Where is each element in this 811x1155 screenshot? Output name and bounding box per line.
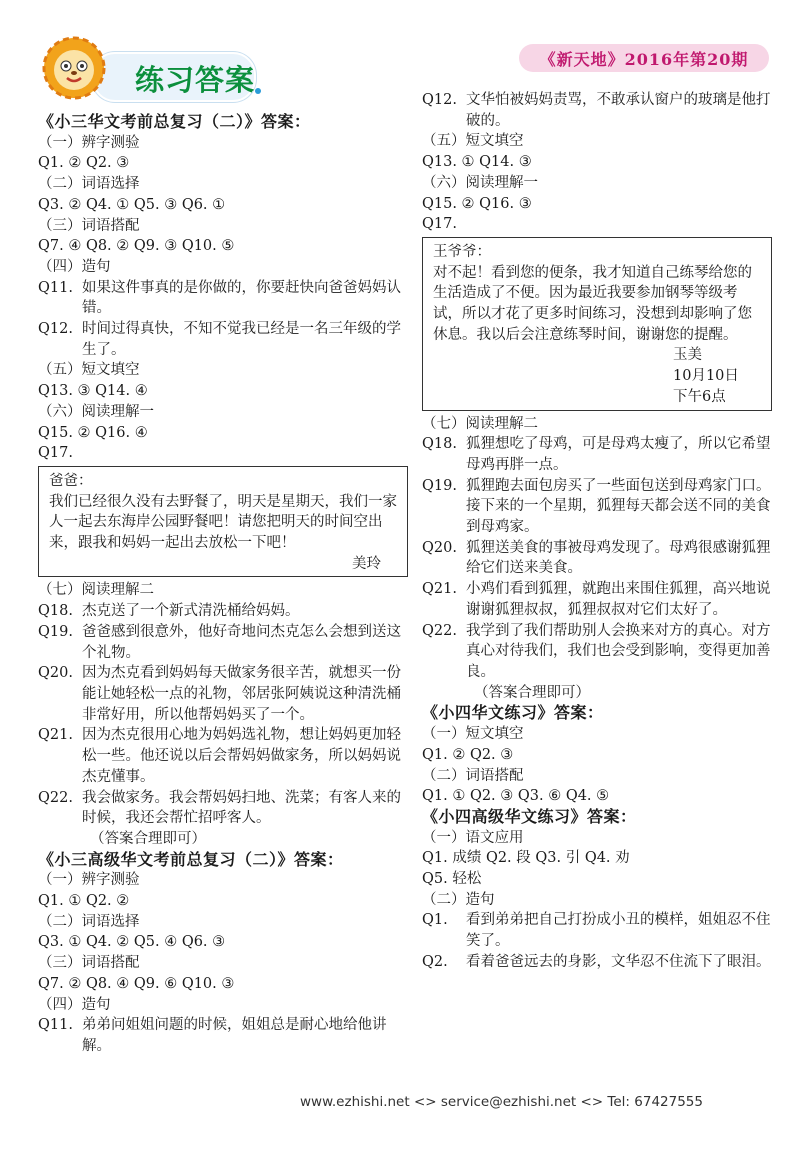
answer-item: [38, 622, 408, 663]
answer-line: Q17.: [422, 216, 457, 233]
answer-line: Q7. ④ Q8. ② Q9. ③ Q10. ⑤: [38, 238, 235, 255]
answer-line: （四）造句: [38, 996, 111, 1013]
letter-body: 对不起！看到您的便条，我才知道自己练琴给您的生活造成了不便。因为最近我要参加钢琴等级考试，所以才花了更多时间练习，没想到却影响了您休息。我以后会注意练琴时间，谢谢您的提醒。: [433, 264, 752, 343]
logo-title: 练习答案: [135, 63, 256, 97]
question-number: Q20.: [38, 665, 73, 682]
answer-item: [422, 952, 772, 973]
answer-line: （六）阅读理解一: [38, 403, 154, 420]
question-number: Q11.: [38, 1017, 73, 1034]
answer-line: Q15. ② Q16. ④: [38, 424, 148, 441]
answer-line: Q3. ② Q4. ① Q5. ③ Q6. ①: [38, 196, 226, 213]
issue-masthead: 《新天地》2016年第20期: [519, 44, 769, 72]
question-number: Q12.: [422, 92, 457, 108]
question-number: Q19.: [422, 477, 457, 494]
section-title: 《小三高级华文考前总复习（二）》答案：: [38, 849, 344, 869]
answer-text: 小鸡们看到狐狸，就跑出来围住狐狸，高兴地说谢谢狐狸叔叔，狐狸叔叔对它们太好了。: [466, 581, 771, 618]
letter-greeting: 爸爸：: [49, 472, 93, 489]
answer-line: （五）短文填空: [38, 362, 140, 379]
answer-line: Q15. ② Q16. ③: [422, 195, 532, 212]
answer-item: [422, 476, 772, 538]
answer-line: （二）词语选择: [38, 176, 140, 193]
letter-time: 下午6点: [673, 388, 726, 405]
answer-item: [38, 663, 408, 725]
letter-box: [422, 237, 772, 411]
letter-box: [38, 466, 408, 578]
answer-item: [422, 90, 772, 131]
answer-item: [422, 434, 772, 475]
question-number: Q19.: [38, 623, 73, 640]
letter-date: 10月10日: [673, 368, 739, 385]
answer-text: 因为杰克很用心地为妈妈选礼物，想让妈妈更加轻松一些。他还说以后会帮妈妈做家务，所以妈妈说杰克懂事。: [82, 727, 401, 785]
answer-text: 狐狸送美食的事被母鸡发现了。母鸡很感谢狐狸给它们送来美食。: [466, 539, 771, 577]
answer-line: （二）造句: [422, 891, 495, 908]
answer-text: 我学到了我们帮助别人会换来对方的真心。对方真心对待我们，我们也会受到影响，变得更加善良。: [466, 622, 771, 680]
answer-text: 我会做家务。我会帮妈妈扫地、洗菜；有客人来的时候，我还会帮忙招呼客人。: [82, 789, 401, 827]
answer-line: （七）阅读理解二: [38, 582, 154, 599]
question-number: Q12.: [38, 321, 73, 338]
answer-text: 杰克送了一个新式清洗桶给妈妈。: [82, 603, 300, 620]
answer-note: （答案合理即可）: [474, 684, 590, 701]
answer-item: [422, 579, 772, 620]
answer-line: Q17.: [38, 445, 73, 462]
answer-text: 狐狸想吃了母鸡，可是母鸡太瘦了，所以它希望母鸡再胖一点。: [466, 436, 771, 473]
answer-text: 如果这件事真的是你做的，你要赶快向爸爸妈妈认错。: [82, 279, 401, 317]
answer-line: （一）短文填空: [422, 726, 524, 743]
answer-line: （一）辨字测验: [38, 872, 140, 889]
answer-line: （一）语文应用: [422, 829, 524, 846]
question-number: Q22.: [422, 622, 457, 639]
answer-text: 看着爸爸远去的身影，文华忍不住流下了眼泪。: [466, 953, 771, 970]
answer-text: 文华怕被妈妈责骂，不敢承认窗户的玻璃是他打破的。: [466, 92, 771, 129]
answer-note: （答案合理即可）: [90, 830, 206, 847]
question-number: Q22.: [38, 789, 73, 806]
answer-item: [422, 538, 772, 579]
answer-line: Q7. ② Q8. ④ Q9. ⑥ Q10. ③: [38, 975, 235, 992]
answer-item: [38, 319, 408, 360]
answer-text: 看到弟弟把自己打扮成小丑的模样，姐姐忍不住笑了。: [466, 912, 771, 950]
answer-item: [422, 910, 772, 951]
answer-line: （二）词语选择: [38, 913, 140, 930]
answer-line: Q5. 轻松: [422, 871, 482, 888]
logo-dot: [255, 88, 261, 94]
letter-signature: 美玲: [352, 555, 381, 572]
letter-signature: 玉美: [673, 347, 702, 364]
answer-text: 爸爸感到很意外，他好奇地问杰克怎么会想到送这个礼物。: [82, 623, 401, 661]
letter-greeting: 王爷爷：: [433, 243, 491, 260]
answer-line: （三）词语搭配: [38, 955, 140, 972]
answer-logo: [40, 30, 260, 110]
section-title: 《小三华文考前总复习（二）》答案：: [38, 112, 311, 131]
answer-line: Q1. ① Q2. ③ Q3. ⑥ Q4. ⑤: [422, 788, 610, 805]
question-number: Q2.: [422, 953, 448, 970]
answer-line: （六）阅读理解一: [422, 174, 538, 191]
answer-item: [38, 1015, 408, 1056]
answer-line: （七）阅读理解二: [422, 415, 538, 432]
letter-body: 我们已经很久没有去野餐了，明天是星期天，我们一家人一起去东海岸公园野餐吧！请您把明天的时间空出来，跟我和妈妈一起出去放松一下吧！: [49, 493, 397, 552]
left-column: [38, 112, 408, 1057]
section-title: 《小四高级华文练习》答案：: [422, 806, 637, 826]
answer-line: Q13. ③ Q14. ④: [38, 383, 148, 400]
question-number: Q11.: [38, 279, 73, 296]
answer-text: 狐狸跑去面包房买了一些面包送到母鸡家门口。接下来的一个星期，狐狸每天都会送不同的美食到母鸡家。: [466, 477, 771, 536]
answer-item: [38, 601, 408, 622]
answer-line: （四）造句: [38, 258, 111, 275]
answer-line: （二）词语搭配: [422, 767, 524, 784]
question-number: Q21.: [422, 581, 457, 598]
answer-line: （三）词语搭配: [38, 217, 140, 234]
answer-line: Q1. ① Q2. ②: [38, 893, 130, 910]
answer-line: （一）辨字测验: [38, 134, 140, 151]
question-number: Q18.: [38, 603, 73, 620]
answer-line: Q1. ② Q2. ③: [422, 746, 514, 763]
answer-line: Q1. 成绩 Q2. 段 Q3. 引 Q4. 劝: [422, 850, 630, 867]
answer-item: [38, 278, 408, 319]
answer-text: 弟弟问姐姐问题的时候，姐姐总是耐心地给他讲解。: [82, 1017, 387, 1054]
answer-line: Q3. ① Q4. ② Q5. ④ Q6. ③: [38, 934, 226, 951]
answer-line: （五）短文填空: [422, 133, 524, 150]
contact-footer: www.ezhishi.net <> service@ezhishi.net <> Tel: 67427555: [300, 1094, 703, 1110]
section-title: 《小四华文练习》答案：: [422, 703, 604, 723]
answer-line: Q13. ① Q14. ③: [422, 154, 532, 171]
right-column: [422, 90, 772, 973]
answer-item: [422, 621, 772, 683]
question-number: Q1.: [422, 912, 448, 929]
answer-item: [38, 788, 408, 829]
answer-text: 时间过得真快，不知不觉我已经是一名三年级的学生了。: [82, 321, 401, 358]
answer-item: [38, 725, 408, 787]
question-number: Q20.: [422, 539, 457, 556]
question-number: Q21.: [38, 727, 73, 744]
answer-text: 因为杰克看到妈妈每天做家务很辛苦，就想买一份能让她轻松一点的礼物，邻居张阿姨说这种清洗桶非常好用，所以他帮妈妈买了一个。: [82, 665, 401, 723]
question-number: Q18.: [422, 436, 457, 453]
answer-line: Q1. ② Q2. ③: [38, 155, 130, 172]
lion-mascot-icon: [40, 34, 108, 102]
